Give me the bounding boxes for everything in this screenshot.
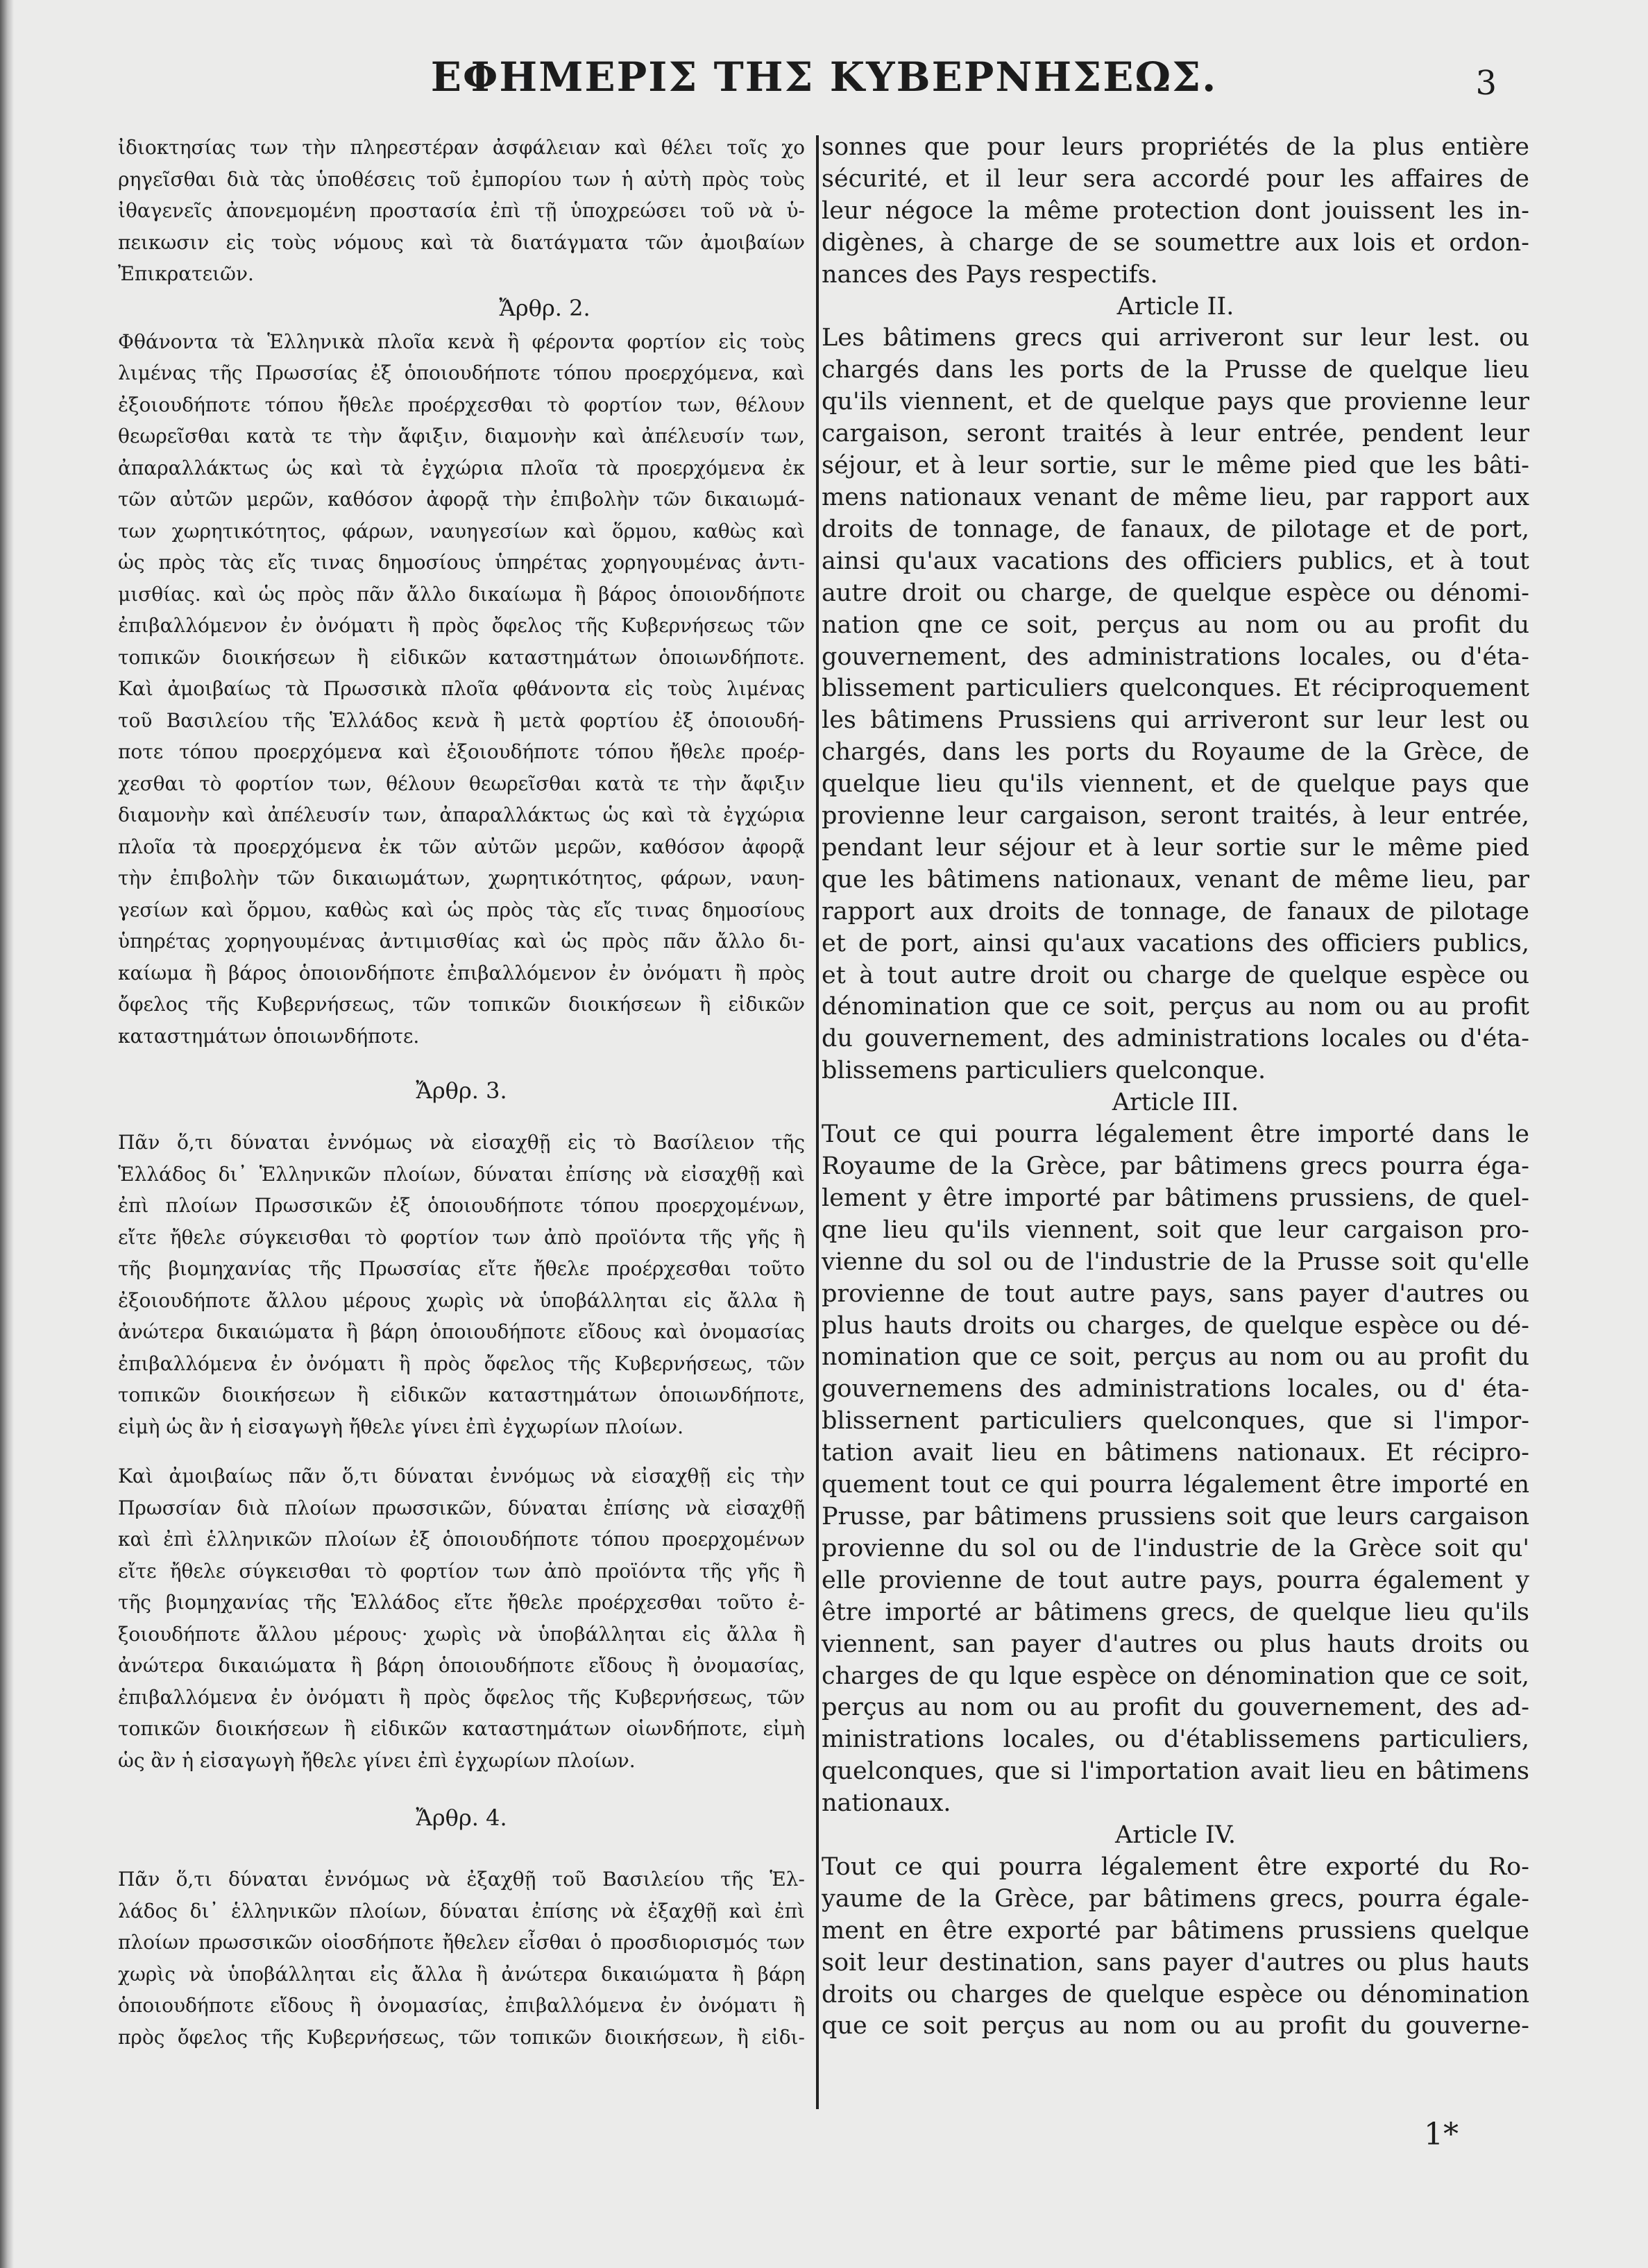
text-line: εἴτε ἤθελε σύγκεισθαι τὸ φορτίον των ἀπὸ προϊόντα τῆς γῆς ἢ [118,1559,805,1583]
text-line: gouvernemens des administrations locales, ou d' éta- [822,1375,1529,1404]
text-line: ministrations locales, ou d'établissemens particuliers, [822,1725,1529,1754]
text-line: quement tout ce qui pourra légalement être importé en [822,1471,1529,1499]
text-line: Καὶ ἀμοιβαίως τὰ Πρωσσικὰ πλοῖα φθάνοντα εἰς τοὺς λιμένας [118,677,805,700]
text-line: sécurité, et il leur sera accordé pour les affaires de [822,164,1529,193]
text-line: les bâtimens Prussiens qui arriveront sur leur lest ou [822,706,1529,735]
text-line: ἀπαραλλάκτως ὡς καὶ τὰ ἐγχώρια πλοῖα τὰ προερχόμενα ἐκ [118,456,805,479]
text-line: quelque lieu qu'ils viennent, et de quelque pays que [822,770,1529,799]
text-line: blissement particuliers quelconques. Et réciproquement [822,674,1529,703]
text-line: nationaux. [822,1789,951,1818]
page-number: 3 [1475,64,1497,103]
text-line: nomination que ce soit, perçus au nom ou au profit du [822,1343,1529,1372]
french-paragraph-article-3 [822,1119,1529,1820]
french-article-3-heading: Article III. [1112,1089,1239,1117]
text-line: charges de qu lque espèce on dénomination que ce soit, [822,1662,1529,1690]
text-line: Πᾶν ὅ,τι δύναται ἐννόμως νὰ εἰσαχθῇ εἰς τὸ Βασίλειον τῆς [118,1131,805,1154]
text-line: blissernent particuliers quelconques, que si l'impor- [822,1407,1529,1435]
text-line: Royaume de la Grèce, par bâtimens grecs pourra éga- [822,1152,1529,1180]
greek-article-2-heading: Ἄρθρ. 2. [499,294,591,321]
text-line: chargés, dans les ports du Royaume de la Grèce, de [822,738,1529,767]
text-line: soit leur destination, sans payer d'autres ou plus hauts [822,1948,1529,1977]
french-article-2-heading: Article II. [1116,292,1234,321]
text-line: τῆς βιομηχανίας τῆς Ἑλλάδος εἴτε ἤθελε προέρχεσθαι τοῦτο ἐ- [118,1591,805,1614]
text-line: θεωρεῖσθαι κατὰ τε τὴν ἄφιξιν, διαμονὴν καὶ ἀπέλευσίν των, [118,425,805,447]
text-line: droits de tonnage, de fanaux, de pilotage et de port, [822,515,1529,543]
greek-article-3-heading: Ἄρθρ. 3. [416,1077,507,1104]
text-line: τῶν αὐτῶν μερῶν, καθόσον ἀφορᾷ τὴν ἐπιβολὴν τῶν δικαιωμά- [118,488,805,511]
text-line: perçus au nom ou au profit du gouvernement, des ad- [822,1694,1529,1722]
text-line: plus hauts droits ou charges, de quelque espèce ou dé- [822,1311,1529,1340]
text-line: et de port, ainsi qu'aux vacations des officiers publics, [822,929,1529,957]
text-line: τοπικῶν διοικήσεων ἢ εἰδικῶν καταστημάτων ὁποιωνδήποτε, [118,1383,805,1406]
text-line: leur négoce la même protection dont jouissent les in- [822,196,1529,225]
text-line: εἰμὴ ὡς ἂν ἡ εἰσαγωγὴ ἤθελε γίνει ἐπὶ ἐγχωρίων πλοίων. [118,1415,683,1438]
signature-mark: 1* [1424,2117,1459,2152]
text-line: séjour, et à leur sortie, sur le même pied que les bâti- [822,452,1529,480]
text-line: εἴτε ἤθελε σύγκεισθαι τὸ φορτίον των ἀπὸ προϊόντα τῆς γῆς ἢ [118,1225,805,1249]
text-line: du gouvernement, des administrations locales ou d'éta- [822,1025,1529,1053]
text-line: λιμένας τῆς Πρωσσίας ἐξ ὁποιουδήποτε τόπου προερχόμενα, καὶ [118,361,805,384]
text-line: qu'ils viennent, et de quelque pays que provienne leur [822,388,1529,416]
text-line: ὁποιουδήποτε εἴδους ἢ ὀνομασίας, ἐπιβαλλόμενα ἐν ὀνόματι ἢ [118,1994,805,2017]
text-line: et à tout autre droit ou charge de quelque espèce ou [822,961,1529,989]
text-line: ποτε τόπου προερχόμενα καὶ ἐξοιουδήποτε τόπου ἤθελε προέρ- [118,740,805,763]
page-title: ΕΦΗΜΕΡΙΣ ΤΗΣ ΚΥΒΕΡΝΗΣΕΩΣ. [430,53,1218,101]
text-line: dénomination que ce soit, perçus au nom ou au profit [822,993,1529,1021]
text-line: tation avait lieu en bâtimens nationaux. Et récipro- [822,1439,1529,1467]
text-line: πλοῖα τὰ προερχόμενα ἐκ τῶν αὐτῶν μερῶν, καθόσον ἀφορᾷ [118,835,805,858]
french-paragraph-article-2 [822,323,1529,1087]
french-column [822,132,1529,2043]
text-line: ἰδιοκτησίας των τὴν πληρεστέραν ἀσφάλειαν καὶ θέλει τοῖς χο [118,136,805,159]
greek-paragraph-article-4 [118,1864,805,2053]
text-line: ἀνώτερα δικαιώματα ἢ βάρη ὁποιουδήποτε εἴδους καὶ ὀνομασίας [118,1320,805,1343]
text-line: elle provienne de tout autre pays, pourra également y [822,1566,1529,1594]
text-line: ἐξοιουδήποτε ἄλλου μέρους χωρὶς νὰ ὑποβάλληται εἰς ἄλλα ἢ [118,1288,805,1312]
text-line: ἐπιβαλλόμενα ἐν ὀνόματι ἢ πρὸς ὄφελος τῆς Κυβερνήσεως, τῶν [118,1685,805,1709]
text-line: sonnes que pour leurs propriétés de la plus entière [822,133,1529,161]
text-line: vienne du sol ou de l'industrie de la Prusse soit qu'elle [822,1247,1529,1276]
text-line: quelconques, que si l'importation avait lieu en bâtimens [822,1757,1529,1786]
text-line: τοπικῶν διοικήσεων ἢ εἰδικῶν καταστημάτων ὁποιωνδήποτε. [118,645,805,669]
text-line: chargés dans les ports de la Prusse de quelque lieu [822,356,1529,384]
greek-paragraph-1 [118,132,805,290]
text-line: Πᾶν ὅ,τι δύναται ἐννόμως νὰ ἐξαχθῇ τοῦ Βασιλείου τῆς Ἑλ- [118,1868,805,1891]
text-line: gouvernement, des administrations locales, ou d'éta- [822,642,1529,671]
text-line: Ἑλλάδος δι᾽ Ἑλληνικῶν πλοίων, δύναται ἐπίσης νὰ εἰσαχθῇ καὶ [118,1162,805,1186]
text-line: χωρὶς νὰ ὑποβάλληται εἰς ἄλλα ἢ ἀνώτερα δικαιώματα ἢ βάρη [118,1962,805,1986]
text-line: ἀνώτερα δικαιώματα ἢ βάρη ὁποιουδήποτε εἴδους ἢ ὀνομασίας, [118,1654,805,1677]
text-line: lement y être importé par bâtimens prussiens, de quel- [822,1184,1529,1212]
text-line: λάδος δι᾽ ἑλληνικῶν πλοίων, δύναται ἐπίσης νὰ ἐξαχθῇ καὶ ἐπὶ [118,1899,805,1922]
text-line: Tout ce qui pourra légalement être importé dans le [822,1120,1529,1149]
greek-column [118,132,805,2053]
text-line: provienne leur cargaison, seront traités, à leur entrée, [822,802,1529,830]
text-line: Tout ce qui pourra légalement être exporté du Ro- [822,1852,1529,1881]
text-line: τῆς βιομηχανίας τῆς Πρωσσίας εἴτε ἤθελε προέρχεσθαι τοῦτο [118,1257,805,1280]
text-line: Πρωσσίαν διὰ πλοίων πρωσσικῶν, δύναται ἐπίσης νὰ εἰσαχθῇ [118,1496,805,1519]
text-line: viennent, san payer d'autres ou plus hauts droits ou [822,1630,1529,1658]
french-paragraph-article-4 [822,1852,1529,2043]
text-line: cargaison, seront traités à leur entrée, pendent leur [822,420,1529,448]
text-line: Prusse, par bâtimens prussiens soit que leurs cargaison [822,1502,1529,1531]
text-line: mens nationaux venant de même lieu, par rapport aux [822,483,1529,511]
text-line: καταστημάτων ὁποιωνδήποτε. [118,1024,420,1048]
text-line: γεσίων καὶ ὅρμου, καθὼς καὶ ὡς πρὸς τὰς εἴς τινας δημοσίους [118,898,805,921]
text-line: autre droit ou charge, de quelque espèce ou dénomi- [822,579,1529,607]
greek-paragraph-article-2 [118,326,805,1052]
text-line: καίωμα ἢ βάρος ὁποιονδήποτε ἐπιβαλλόμενον ἐν ὀνόματι ἢ πρὸς [118,961,805,984]
text-line: Ἐπικρατειῶν. [118,262,254,285]
binding-edge-shadow [0,0,14,2268]
text-line: μισθίας. καὶ ὡς πρὸς πᾶν ἄλλο δικαίωμα ἢ βάρος ὁποιονδήποτε [118,582,805,606]
text-line: τοπικῶν διοικήσεων ἢ εἰδικῶν καταστημάτων οἱωνδήποτε, εἰμὴ [118,1717,805,1740]
text-line: χεσθαι τὸ φορτίον των, θέλουν θεωρεῖσθαι κατὰ τε τὴν ἄφιξιν [118,771,805,795]
text-line: τοῦ Βασιλείου τῆς Ἑλλάδος κενὰ ἢ μετὰ φορτίου ἐξ ὁποιουδή- [118,708,805,732]
text-line: ὡς πρὸς τὰς εἴς τινας δημοσίους ὑπηρέτας χορηγουμένας ἀντι- [118,551,805,574]
greek-paragraph-article-3a [118,1127,805,1442]
text-line: nances des Pays respectifs. [822,260,1158,289]
text-line: ment en être exporté par bâtimens prussiens quelque [822,1916,1529,1945]
text-line: πεικωσιν εἰς τοὺς νόμους καὶ τὰ διατάγματα τῶν ἀμοιβαίων [118,230,805,254]
text-line: pendant leur séjour et à leur sortie sur le même pied [822,833,1529,862]
text-line: ἐπιβαλλόμενον ἐν ὀνόματι ἢ πρὸς ὄφελος τῆς Κυβερνήσεως τῶν [118,614,805,637]
column-divider [816,135,819,2109]
text-line: rapport aux droits de tonnage, de fanaux de pilotage [822,897,1529,926]
text-line: ξοιουδήποτε ἄλλου μέρους· χωρὶς νὰ ὑποβάλληται εἰς ἄλλα ἢ [118,1622,805,1646]
text-line: τὴν ἐπιβολὴν τῶν δικαιωμάτων, χωρητικότητος, φάρων, ναυη- [118,867,805,889]
text-line: ρηγεῖσθαι διὰ τὰς ὑποθέσεις τοῦ ἐμπορίου των ἡ αὐτὴ πρὸς τοὺς [118,167,805,191]
text-line: ὡς ἂν ἡ εἰσαγωγὴ ἤθελε γίνει ἐπὶ ἐγχωρίων πλοίων. [118,1748,636,1772]
text-line: droits ou charges de quelque espèce ou dénomination [822,1980,1529,2009]
text-line: ὑπηρέτας χορηγουμένας ἀντιμισθίας καὶ ὡς πρὸς πᾶν ἄλλο δι- [118,930,805,953]
greek-paragraph-article-3b [118,1460,805,1776]
text-line: blissemens particuliers quelconque. [822,1057,1266,1085]
text-line: que les bâtimens nationaux, venant de même lieu, par [822,865,1529,894]
text-line: πλοίων πρωσσικῶν οἱοσδήποτε ἤθελεν εἶσθαι ὁ προσδιορισμός των [118,1931,805,1954]
text-line: provienne du sol ou de l'industrie de la Grèce soit qu' [822,1534,1529,1562]
french-article-4-heading: Article IV. [1114,1821,1236,1850]
text-line: των χωρητικότητος, φάρων, ναυηγεσίων καὶ ὅρμου, καθὼς καὶ [118,519,805,543]
text-line: διαμονὴν καὶ ἀπέλευσίν των, ἀπαραλλάκτως ὡς καὶ τὰ ἐγχώρια [118,803,805,826]
text-line: ainsi qu'aux vacations des officiers publics, et à tout [822,547,1529,575]
text-line: πρὸς ὄφελος τῆς Κυβερνήσεως, τῶν τοπικῶν διοικήσεων, ἢ εἰδι- [118,2025,805,2049]
text-line: Les bâtimens grecs qui arriveront sur leur lest. ou [822,324,1529,352]
text-line: ἰθαγενεῖς ἀπονεμομένη προστασία ἐπὶ τῇ ὑποχρεώσει τοῦ νὰ ὑ- [118,199,805,222]
text-line: digènes, à charge de se soumettre aux lois et ordon- [822,228,1529,257]
text-line: yaume de la Grèce, par bâtimens grecs, pourra égale- [822,1884,1529,1913]
text-line: nation qne ce soit, perçus au nom ou au profit du [822,611,1529,639]
text-line: être importé ar bâtimens grecs, de quelque lieu qu'ils [822,1598,1529,1626]
french-paragraph-1 [822,132,1529,291]
text-line: Φθάνοντα τὰ Ἑλληνικὰ πλοῖα κενὰ ἢ φέροντα φορτίον εἰς τοὺς [118,330,805,353]
text-line: qne lieu qu'ils viennent, soit que leur cargaison pro- [822,1216,1529,1244]
text-line: ἐξοιουδήποτε τόπου ἤθελε προέρχεσθαι τὸ φορτίον των, θέλουν [118,393,805,416]
text-line: provienne de tout autre pays, sans payer d'autres ou [822,1279,1529,1308]
text-line: καὶ ἐπὶ ἑλληνικῶν πλοίων ἐξ ὁποιουδήποτε τόπου προερχομένων [118,1528,805,1551]
text-line: ἐπὶ πλοίων Πρωσσικῶν ἐξ ὁποιουδήποτε τόπου προερχομένων, [118,1194,805,1217]
greek-article-4-heading: Ἄρθρ. 4. [416,1805,507,1831]
text-line: Καὶ ἀμοιβαίως πᾶν ὅ,τι δύναται ἐννόμως νὰ εἰσαχθῇ εἰς τὴν [118,1465,805,1487]
text-line: ὄφελος τῆς Κυβερνήσεως, τῶν τοπικῶν διοικήσεων ἢ εἰδικῶν [118,993,805,1016]
text-line: que ce soit perçus au nom ou au profit du gouverne- [822,2012,1529,2040]
text-line: ἐπιβαλλόμενα ἐν ὀνόματι ἢ πρὸς ὄφελος τῆς Κυβερνήσεως, τῶν [118,1352,805,1375]
